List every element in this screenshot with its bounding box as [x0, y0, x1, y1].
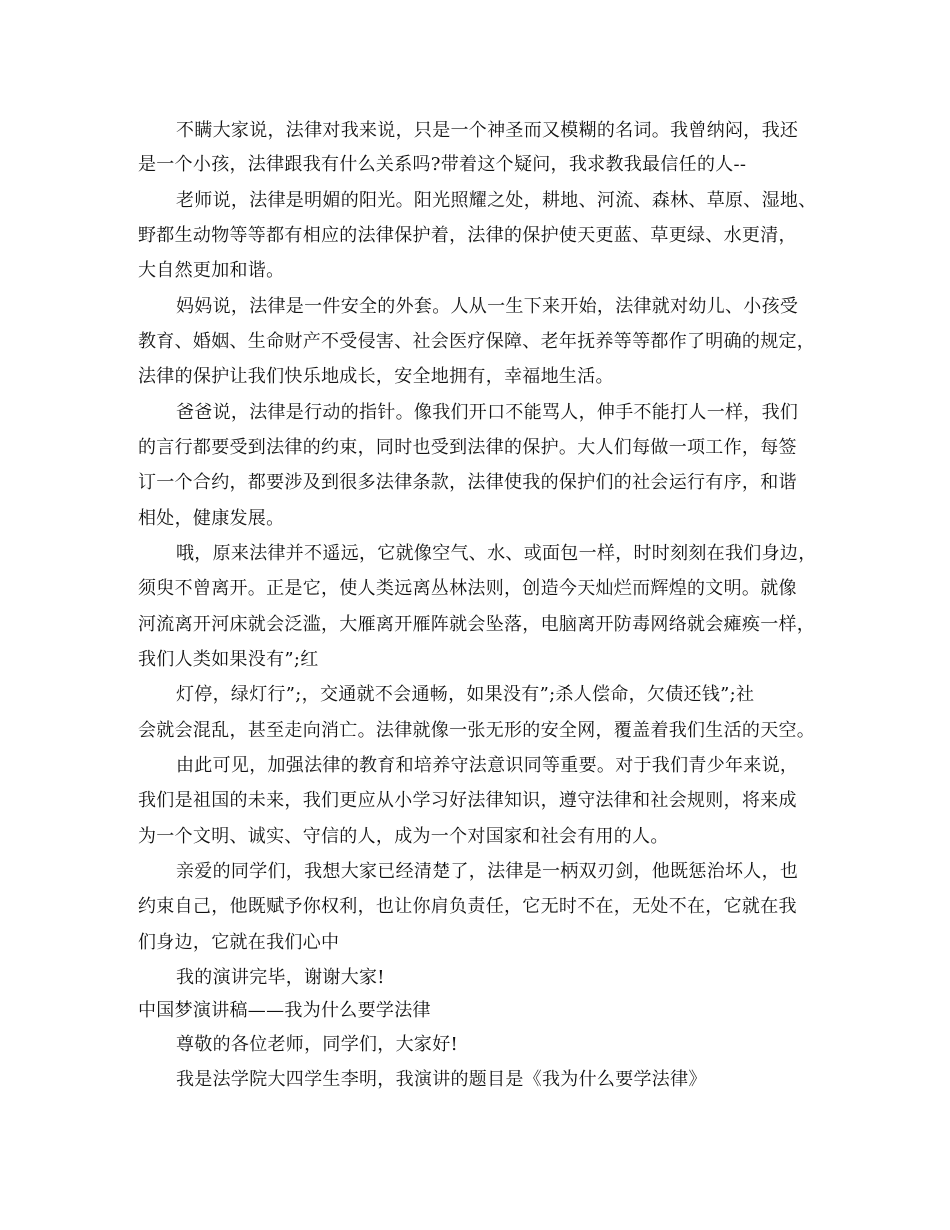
text-line: 尊敬的各位老师，同学们，大家好!: [176, 1034, 459, 1055]
text-line: 为一个文明、诚实、守信的人，成为一个对国家和社会有用的人。: [138, 826, 669, 847]
text-line: 由此可见，加强法律的教育和培养守法意识同等重要。对于我们青少年来说，: [176, 755, 799, 776]
text-line: 我是法学院大四学生李明，我演讲的题目是《我为什么要学法律》: [176, 1069, 707, 1090]
text-line: 须臾不曾离开。正是它，使人类远离丛林法则，创造今天灿烂而辉煌的文明。就像: [138, 578, 797, 599]
text-line: 妈妈说，法律是一件安全的外套。人从一生下来开始，法律就对幼儿、小孩受: [176, 296, 799, 317]
text-line: 河流离开河床就会泛滥，大雁离开雁阵就会坠落，电脑离开防毒网络就会瘫痪一样，: [138, 614, 816, 635]
text-line: 约束自己，他既赋予你权利，也让你肩负责任，它无时不在，无处不在，它就在我: [138, 896, 797, 917]
text-line: 不瞒大家说，法律对我来说，只是一个神圣而又模糊的名词。我曾纳闷，我还: [176, 120, 799, 141]
text-line: 我们是祖国的未来，我们更应从小学习好法律知识，遵守法律和社会规则，将来成: [138, 790, 797, 811]
text-line: 亲爱的同学们，我想大家已经清楚了，法律是一柄双刃剑，他既惩治坏人，也: [176, 861, 799, 882]
text-line: 的言行都要受到法律的约束，同时也受到法律的保护。大人们每做一项工作，每签: [138, 437, 797, 458]
text-line: 是一个小孩，法律跟我有什么关系吗?带着这个疑问，我求教我最信任的人--: [138, 154, 747, 175]
text-line: 法律的保护让我们快乐地成长，安全地拥有，幸福地生活。: [138, 366, 614, 387]
text-line: 我的演讲完毕，谢谢大家!: [176, 967, 385, 988]
text-line: 们身边，它就在我们心中: [138, 932, 340, 953]
text-line: 灯停，绿灯行”;，交通就不会通畅，如果没有”;杀人偿命，欠债还钱”;社: [176, 684, 755, 705]
text-line: 订一个合约，都要涉及到很多法律条款，法律使我的保护们的社会运行有序，和谐: [138, 472, 797, 493]
section-heading: 中国梦演讲稿——我为什么要学法律: [138, 1000, 431, 1021]
text-line: 我们人类如果没有”;红: [138, 649, 319, 670]
text-line: 会就会混乱，甚至走向消亡。法律就像一张无形的安全网，覆盖着我们生活的天空。: [138, 720, 816, 741]
text-line: 相处，健康发展。: [138, 508, 285, 529]
text-line: 大自然更加和谐。: [138, 260, 285, 281]
text-line: 教育、婚姻、生命财产不受侵害、社会医疗保障、老年抚养等等都作了明确的规定，: [138, 331, 816, 352]
text-line: 爸爸说，法律是行动的指针。像我们开口不能骂人，伸手不能打人一样，我们: [176, 402, 799, 423]
text-line: 哦，原来法律并不遥远，它就像空气、水、或面包一样，时时刻刻在我们身边，: [176, 543, 817, 564]
text-line: 野都生动物等等都有相应的法律保护着，法律的保护使天更蓝、草更绿、水更清，: [138, 225, 797, 246]
text-line: 老师说，法律是明媚的阳光。阳光照耀之处，耕地、河流、森林、草原、湿地、: [176, 190, 817, 211]
